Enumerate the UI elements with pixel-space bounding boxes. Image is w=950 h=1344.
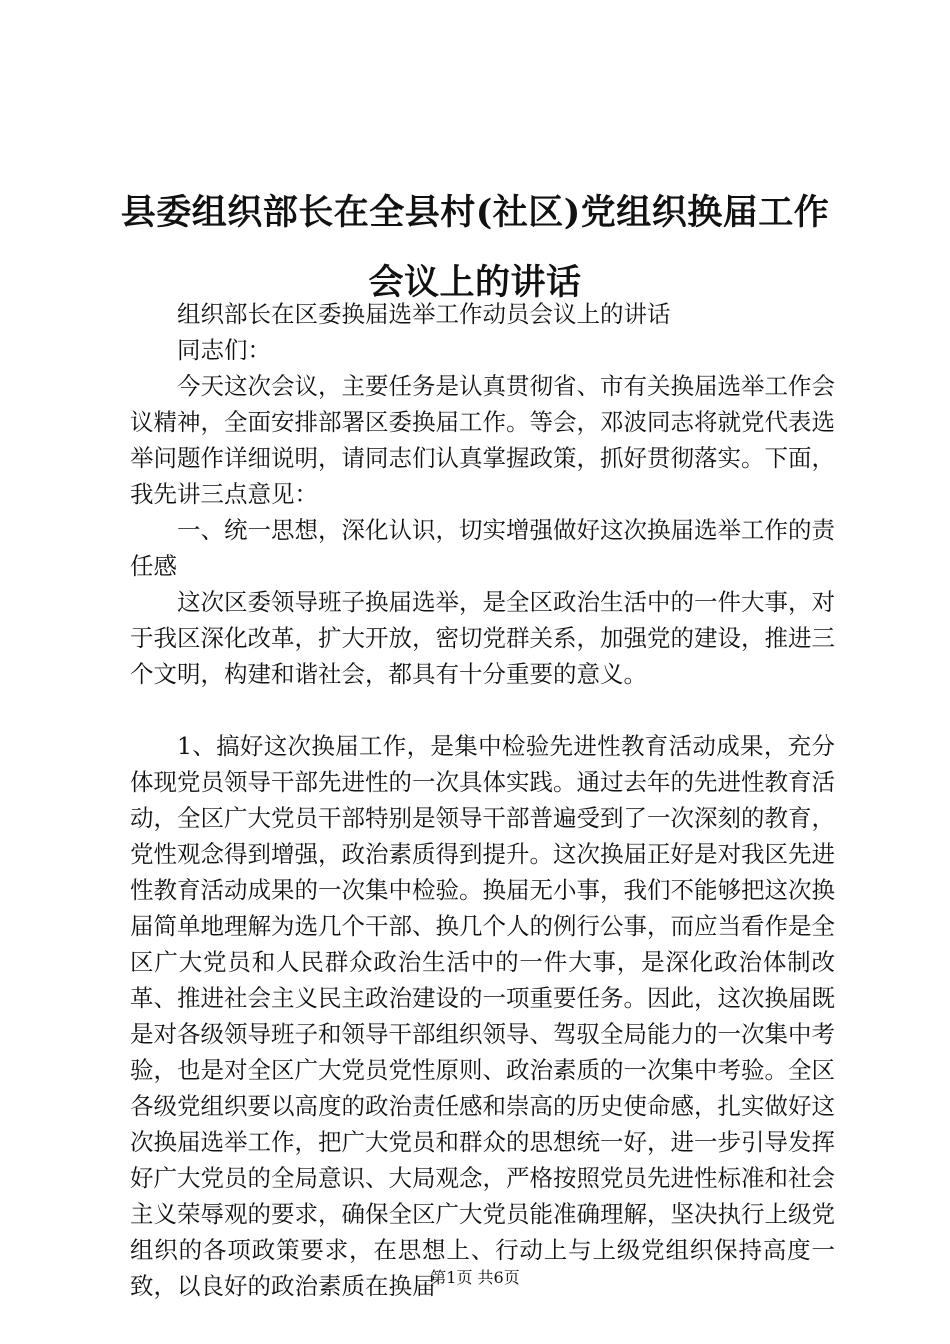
page-footer: 第1页 共6页 [430, 1268, 520, 1287]
section-1-paragraph: 这次区委领导班子换届选举，是全区政治生活中的一件大事，对于我区深化改革，扩大开放，密切党群关系，加强党的建设，推进三个文明，构建和谐社会，都具有十分重要的意义。 [130, 588, 835, 688]
salutation-paragraph: 同志们： [177, 336, 271, 364]
point-1-paragraph: 1、搞好这次换届工作，是集中检验先进性教育活动成果，充分体现党员领导干部先进性的一次具体实践。通过去年的先进性教育活动，全区广大党员干部特别是领导干部普遍受到了一次深刻的教育，党性观念得到增强，政治素质得到提升。这次换届正好是对我区先进性教育活动成果的一次集中检验。换届无小事，我们不能够把这次换届简单地理解为选几个干部、换几个人的例行公事，而应当看作是全区广大党员和人民群众政治生活中的一件大事，是深化政治体制改革、推进社会主义民主政治建设的一项重要任务。因此，这次换届既是对各级领导班子和领导干部组织领导、驾驭全局能力的一次集中考验，也是对全区广大党员党性原则、政治素质的一次集中考验。全区各级党组织要以高度的政治责任感和崇高的历史使命感，扎实做好这次换届选举工作，把广大党员和群众的思想统一好，进一步引导发挥好广大党员的全局意识、大局观念，严格按照党员先进性标准和社会主义荣辱观的要求，确保全区广大党员能准确理解，坚决执行上级党组织的各项政策要求，在思想上、行动上与上级党组织保持高度一致，以良好的政治素质在换届 [130, 732, 835, 1300]
section-heading-1: 一、统一思想，深化认识，切实增强做好这次换届选举工作的责任感 [130, 516, 835, 580]
intro-paragraph: 今天这次会议，主要任务是认真贯彻省、市有关换届选举工作会议精神，全面安排部署区委换届工作。等会，邓波同志将就党代表选举问题作详细说明，请同志们认真掌握政策，抓好贯彻落实。下面，我先讲三点意见： [130, 372, 835, 508]
title-line-1: 县委组织部长在全县村(社区)党组织换届工作 [120, 192, 830, 233]
title-line-2: 会议上的讲话 [368, 262, 582, 303]
paragraph-spacer [130, 692, 835, 728]
subtitle-paragraph: 组织部长在区委换届选举工作动员会议上的讲话 [177, 300, 671, 328]
document-body [130, 296, 835, 1304]
